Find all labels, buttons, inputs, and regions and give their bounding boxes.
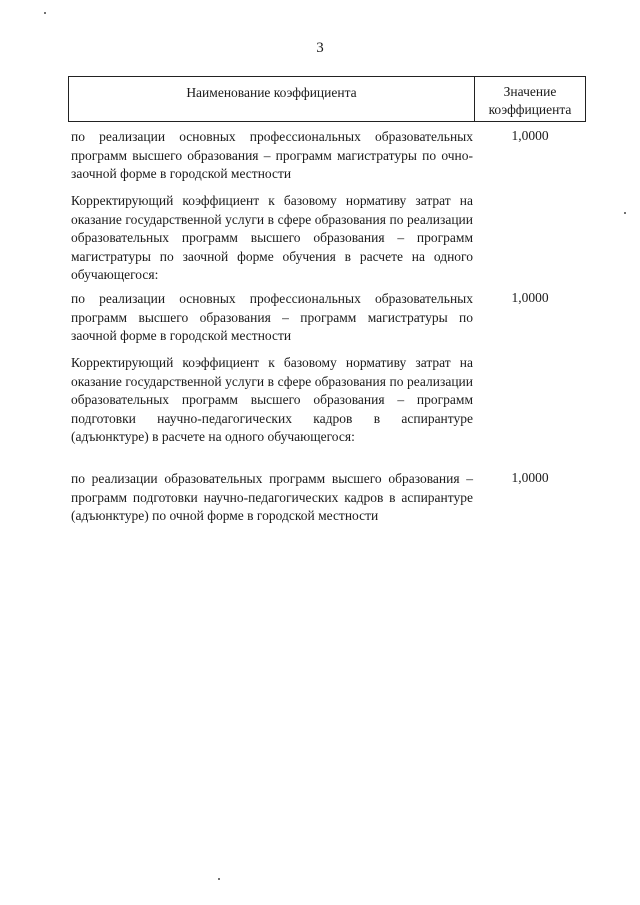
row-text: по реализации основных профессиональных образовательных программ высшего образования – программ магистратуры по заочной форме в городской местности: [71, 291, 473, 343]
row-text: по реализации основных профессиональных образовательных программ высшего образования – программ магистратуры по очно-заочной форме в городской местности: [71, 129, 473, 181]
column-header-value-line1: Значение: [503, 84, 557, 99]
scan-speck: [44, 12, 46, 14]
column-header-value-line2: коэффициента: [488, 102, 572, 117]
page-number: 3: [316, 40, 324, 56]
row-value: 1,0000: [511, 470, 549, 485]
row-text: Корректирующий коэффициент к базовому нормативу затрат на оказание государственной услуги в сфере образования по реализации образовательных программ высшего образования – программ подготовки научно-педагогических кадров в аспирантуре (адъюнктуре) в расчете на одного обучающегося:: [71, 355, 473, 444]
row-value: 1,0000: [511, 290, 549, 305]
column-header-value: [475, 77, 585, 121]
column-header-name: Наименование коэффициента: [69, 77, 475, 121]
row-text: Корректирующий коэффициент к базовому нормативу затрат на оказание государственной услуги в сфере образования по реализации образовательных программ высшего образования – программ магистратуры по заочной форме обучения в расчете на одного обучающегося:: [71, 193, 473, 282]
scan-speck: [218, 878, 220, 880]
row-value: 1,0000: [511, 128, 549, 143]
row-text: по реализации образовательных программ высшего образования – программ подготовки научно-педагогических кадров в аспирантуре (адъюнктуре) по очной форме в городской местности: [71, 471, 473, 523]
scan-speck: [624, 212, 626, 214]
table-header: [68, 76, 586, 122]
